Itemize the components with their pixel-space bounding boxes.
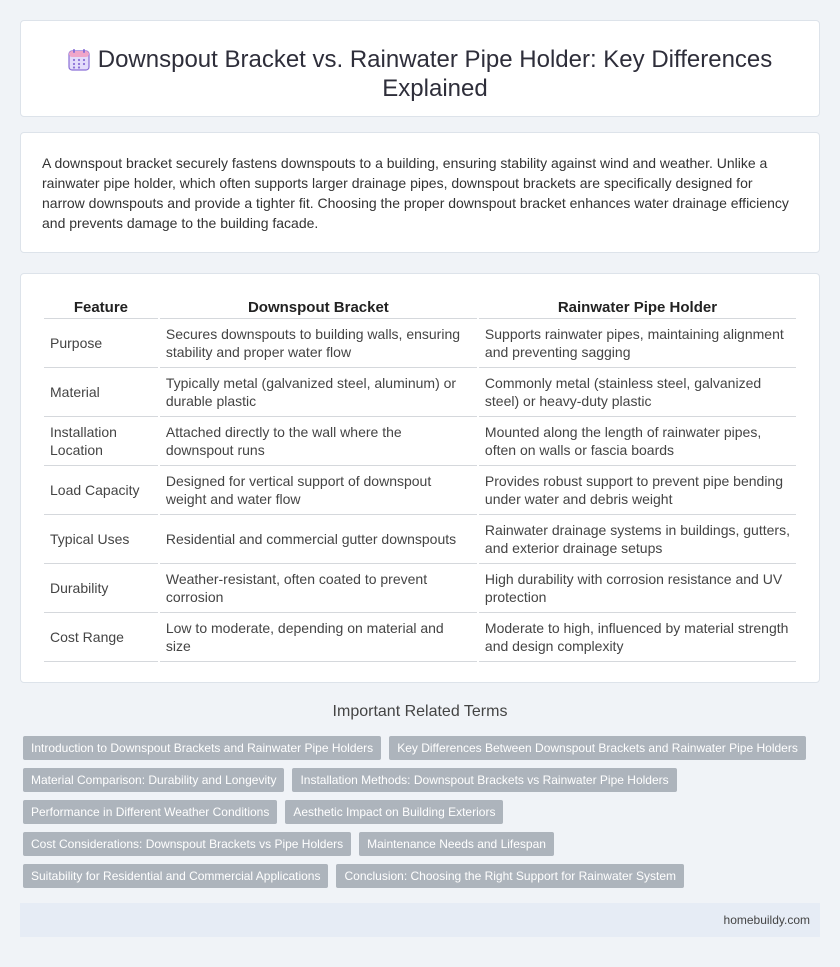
feature-cell: Installation Location: [44, 417, 158, 466]
header-rainwater-pipe-holder: Rainwater Pipe Holder: [479, 296, 796, 319]
comparison-table: [42, 296, 798, 662]
table-row: [44, 417, 796, 466]
table-row: [44, 466, 796, 515]
table-row: [44, 564, 796, 613]
downspout-cell: Residential and commercial gutter downspouts: [160, 515, 477, 564]
intro-card: [20, 132, 820, 253]
pipe-holder-cell: Mounted along the length of rainwater pipes, often on walls or fascia boards: [479, 417, 796, 466]
related-term-tag[interactable]: Cost Considerations: Downspout Brackets vs Pipe Holders: [23, 832, 351, 856]
feature-cell: Load Capacity: [44, 466, 158, 515]
pipe-holder-cell: High durability with corrosion resistance and UV protection: [479, 564, 796, 613]
downspout-cell: Secures downspouts to building walls, ensuring stability and proper water flow: [160, 319, 477, 368]
intro-paragraph: A downspout bracket securely fastens downspouts to a building, ensuring stability against wind and weather. Unlike a rainwater pipe holder, which often supports larger drainage pipes, downspout brackets are specifically designed for narrow downspouts and provide a tighter fit. Choosing the proper downspout bracket enhances water drainage efficiency and prevents damage to the building facade.: [42, 155, 789, 231]
pipe-holder-cell: Moderate to high, influenced by material strength and design complexity: [479, 613, 796, 662]
table-row: [44, 515, 796, 564]
related-terms-list: [23, 736, 813, 888]
related-term-tag[interactable]: Conclusion: Choosing the Right Support for Rainwater System: [336, 864, 684, 888]
related-terms-heading: Important Related Terms: [332, 703, 508, 720]
related-term-tag[interactable]: Key Differences Between Downspout Brackets and Rainwater Pipe Holders: [389, 736, 806, 760]
pipe-holder-cell: Supports rainwater pipes, maintaining alignment and preventing sagging: [479, 319, 796, 368]
downspout-cell: Attached directly to the wall where the downspout runs: [160, 417, 477, 466]
footer: [20, 903, 820, 937]
downspout-cell: Weather-resistant, often coated to prevent corrosion: [160, 564, 477, 613]
pipe-holder-cell: Commonly metal (stainless steel, galvanized steel) or heavy-duty plastic: [479, 368, 796, 417]
related-term-tag[interactable]: Introduction to Downspout Brackets and Rainwater Pipe Holders: [23, 736, 381, 760]
pipe-holder-cell: Provides robust support to prevent pipe bending under water and debris weight: [479, 466, 796, 515]
header-downspout-bracket: Downspout Bracket: [160, 296, 477, 319]
related-term-tag[interactable]: Material Comparison: Durability and Longevity: [23, 768, 284, 792]
feature-cell: Purpose: [44, 319, 158, 368]
downspout-cell: Designed for vertical support of downspout weight and water flow: [160, 466, 477, 515]
table-row: [44, 319, 796, 368]
downspout-cell: Typically metal (galvanized steel, aluminum) or durable plastic: [160, 368, 477, 417]
feature-cell: Material: [44, 368, 158, 417]
related-term-tag[interactable]: Installation Methods: Downspout Brackets vs Rainwater Pipe Holders: [292, 768, 676, 792]
header-feature: Feature: [44, 296, 158, 319]
related-term-tag[interactable]: Maintenance Needs and Lifespan: [359, 832, 554, 856]
related-term-tag[interactable]: Performance in Different Weather Conditions: [23, 800, 277, 824]
comparison-table-card: [20, 273, 820, 683]
page-title: Downspout Bracket vs. Rainwater Pipe Holder: Key Differences Explained: [97, 46, 773, 102]
related-term-tag[interactable]: Suitability for Residential and Commercial Applications: [23, 864, 328, 888]
footer-site-link[interactable]: homebuildy.com: [723, 913, 810, 927]
table-row: [44, 613, 796, 662]
downspout-cell: Low to moderate, depending on material and size: [160, 613, 477, 662]
header-card: [20, 20, 820, 117]
feature-cell: Cost Range: [44, 613, 158, 662]
related-term-tag[interactable]: Aesthetic Impact on Building Exteriors: [285, 800, 503, 824]
pipe-holder-cell: Rainwater drainage systems in buildings, gutters, and exterior drainage setups: [479, 515, 796, 564]
table-row: [44, 368, 796, 417]
feature-cell: Typical Uses: [44, 515, 158, 564]
feature-cell: Durability: [44, 564, 158, 613]
table-header-row: [44, 296, 796, 319]
